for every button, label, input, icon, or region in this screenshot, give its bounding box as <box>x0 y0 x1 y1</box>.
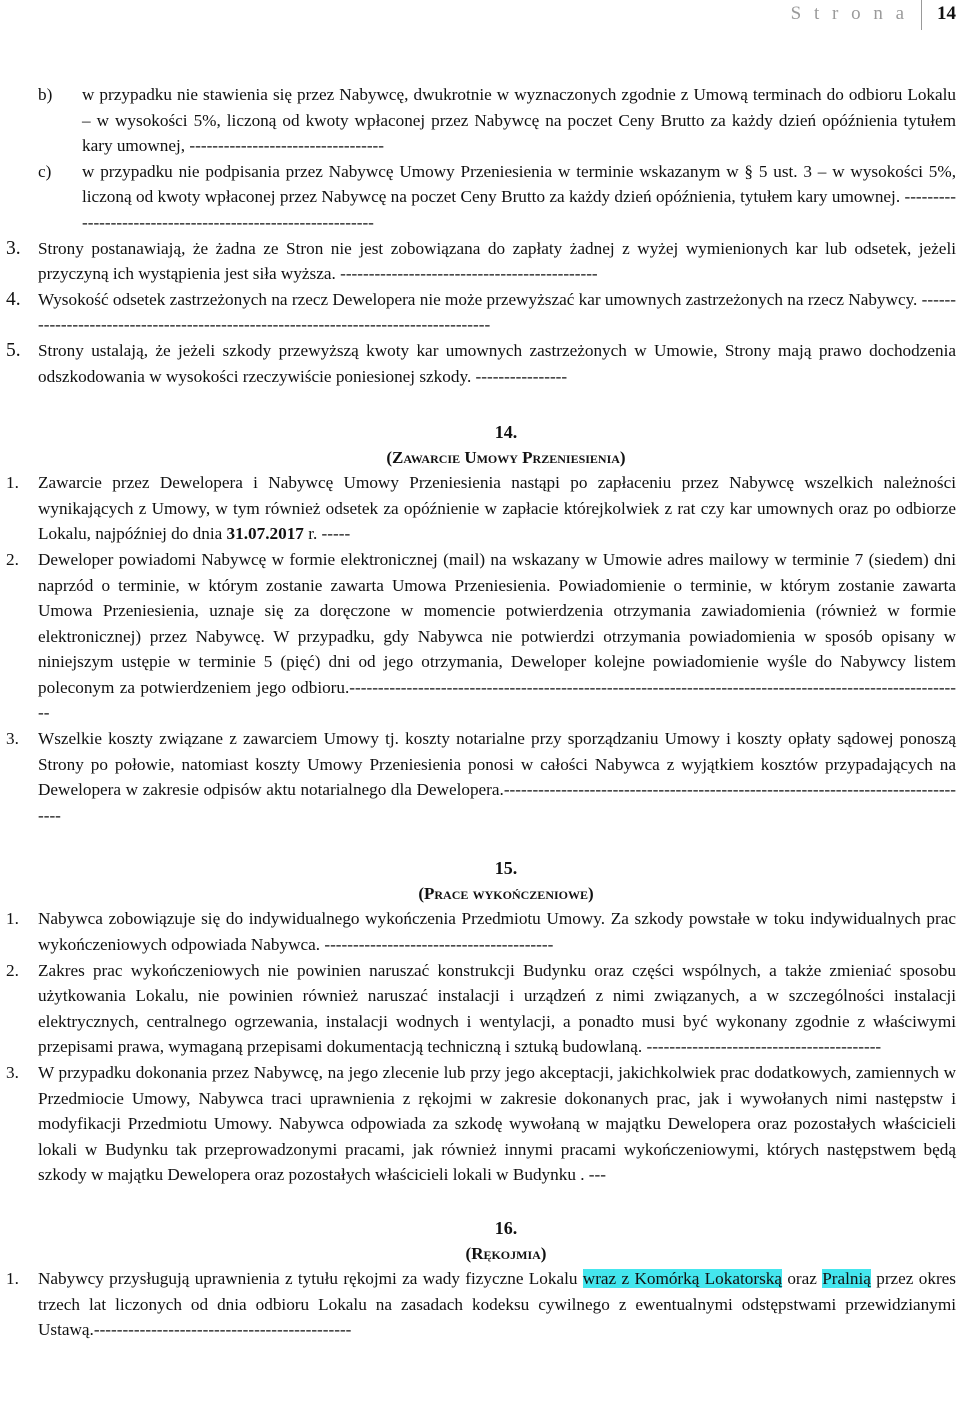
section-title: (Zawarcie Umowy Przeniesienia) <box>386 448 626 468</box>
highlighted-text: wraz z Komórką Lokatorską <box>582 1268 782 1288</box>
deadline-date: 31.07.2017 <box>226 524 304 544</box>
item-text: Nabywca zobowiązuje się do indywidualnego wykończenia Przedmiotu Umowy. Za szkody powstałe w toku indywidualnych prac wykończeniowych odpowiada Nabywca. ---------------------------------------- <box>38 909 956 955</box>
section-title: (Rękojmia) <box>465 1243 547 1263</box>
item-text: w przypadku nie stawienia się przez Nabywcę, dwukrotnie w wyznaczonych zgodnie z Umową terminach do odbioru Lokalu – w wysokości 5%, liczoną od kwoty wpłaconej przez Nabywcę na poczet Ceny Brutto za każdy dzień opóźnienia tytułem kary umownej, ---------------------------------- <box>82 85 956 156</box>
item-marker: 2. <box>6 549 19 569</box>
item-marker: 3. <box>6 1063 19 1082</box>
page-header <box>660 0 960 30</box>
list-item <box>0 470 960 547</box>
item-text: Deweloper powiadomi Nabywcę w formie elektronicznej (mail) na wskazany w Umowie adres mailowy w terminie 7 (siedem) dni naprzód o terminie, w którym zostanie zawarta Umowa Przeniesienia. Powiadomienie o terminie, w którym zostanie zawarta Umowa Przeniesienia, uznaje się za doręczone w momencie potwierdzenia otrzymania zawiadomienia (również w formie elektronicznej) przez Nabywcę. W przypadku, gdy Nabywca nie potwierdzi otrzymania powiadomienia w sposób opisany w niniejszym ustępie w terminie 5 (pięć) dni od jego otrzymania, Deweloper kolejne powiadomienie wyśle do Nabywcy listem poleconym za potwierdzeniem jego odbioru.------------------------------------------------------------------------------------------------------------ <box>38 549 956 723</box>
header-divider <box>921 0 922 30</box>
item-text: Zawarcie przez Dewelopera i Nabywcę Umowy Przeniesienia nastąpi po zapłaceniu przez Nabywcę wszelkich należności wynikających z Umowy, w tym również odsetek za opóźnienie w zapłacie którejkolwiek z rat czy kar umownych oraz po odbiorze Lokalu, najpóźniej do dnia 31.07.2017 r. ----- <box>38 473 956 544</box>
item-text: Zakres prac wykończeniowych nie powinien naruszać konstrukcji Budynku oraz części wspólnych, a także zmieniać sposobu użytkowania Lokalu, nie powinien również naruszać instalacji i urządzeń z nimi związanych, a w szczególności instalacji elektrycznych, centralnego ogrzewania, instalacji wodnych i wentylacji, a ponadto musi być wykonany zgodnie z właściwymi przepisami prawa, wymaganą przepisami dokumentacją techniczną i sztuką budowlaną. ----------------------------------------- <box>38 960 956 1057</box>
item-marker: c) <box>38 161 52 181</box>
item-marker: 5. <box>6 339 21 361</box>
list-item <box>0 958 960 1060</box>
item-text: Wysokość odsetek zastrzeżonych na rzecz Dewelopera nie może przewyższać kar umownych zastrzeżonych na rzecz Nabywcy. ------------------------------------------------------------------------------------- <box>38 289 956 335</box>
item-marker: 3. <box>6 237 21 259</box>
list-item <box>0 236 960 287</box>
item-marker: 1. <box>6 1268 19 1288</box>
item-marker: 1. <box>6 473 19 493</box>
list-item <box>0 287 960 338</box>
item-text: Wszelkie koszty związane z zawarciem Umowy tj. koszty notarialne przy sporządzaniu Umowy i koszty opłaty sądowej ponoszą Strony po połowie, natomiast koszty Umowy Przeniesienia ponosi w całości Nabywca z wyjątkiem kosztów przypadających na Dewelopera w zakresie odpisów aktu notarialnego dla Dewelopera.----------------------------------------------------------------------------------- <box>38 729 956 825</box>
document-body <box>0 82 960 1343</box>
item-marker: 2. <box>6 960 19 980</box>
item-text: Strony postanawiają, że żadna ze Stron nie jest zobowiązana do zapłaty żadnej z wyżej wymienionych kar lub odsetek, jeżeli przyczyną ich wystąpienia jest siła wyższa. --------------------------------------------- <box>38 238 956 284</box>
list-item <box>0 1060 960 1188</box>
section-title: (Prace wykończeniowe) <box>418 884 594 904</box>
page-label: S t r o n a <box>790 3 908 24</box>
item-text: w przypadku nie podpisania przez Nabywcę Umowy Przeniesienia w terminie wskazanym w § 5 ust. 3 – w wysokości 5%, liczoną od kwoty wpłaconej przez Nabywcę na poczet Ceny Brutto za każdy dzień opóźnienia, tytułem kary umownej. ------------------------------------------------------------ <box>82 161 956 232</box>
list-item <box>0 1266 960 1343</box>
list-item <box>0 547 960 726</box>
highlighted-text: Pralnią <box>822 1268 871 1288</box>
item-text: Nabywcy przysługują uprawnienia z tytułu rękojmi za wady fizyczne Lokalu wraz z Komórką Lokatorską oraz Pralnią przez okres trzech lat liczonych od dnia odbioru Lokalu na zasadach kodeksu cywilnego z ewentualnymi odstępstwami przewidzianymi Ustawą.--------------------------------------------- <box>38 1268 956 1340</box>
list-item <box>0 726 960 828</box>
section-number: 15. <box>494 858 518 879</box>
list-item <box>0 82 960 159</box>
list-item <box>0 159 960 236</box>
item-marker: 1. <box>6 909 19 929</box>
item-text: W przypadku dokonania przez Nabywcę, na jego zlecenie lub przy jego akceptacji, jakichkolwiek prac dodatkowych, zamiennych w Przedmiocie Umowy, Nabywca traci uprawnienia z rękojmi w zakresie dokonanych prac, jak i wywołanych nimi następstw i modyfikacji Przedmiotu Umowy. Nabywca odpowiada za szkodę wywołaną w majątku Dewelopera oraz pozostałych właścicieli lokali w Budynku tak przeprowadzonymi pracami, jak również innymi pracami wykończeniowymi, których następstwem będą szkody w majątku Dewelopera oraz pozostałych właścicieli lokali w Budynku . --- <box>38 1063 956 1185</box>
section-number: 16. <box>494 1217 518 1238</box>
item-marker: 4. <box>6 288 21 310</box>
item-text: Strony ustalają, że jeżeli szkody przewyższą kwoty kar umownych zastrzeżonych w Umowie, Strony mają prawo dochodzenia odszkodowania w wysokości rzeczywiście poniesionej szkody. ---------------- <box>38 340 956 386</box>
list-item <box>0 338 960 389</box>
item-marker: 3. <box>6 729 19 749</box>
item-marker: b) <box>38 85 53 104</box>
section-number: 14. <box>494 422 518 443</box>
list-item <box>0 906 960 957</box>
page-number: 14 <box>937 3 956 24</box>
